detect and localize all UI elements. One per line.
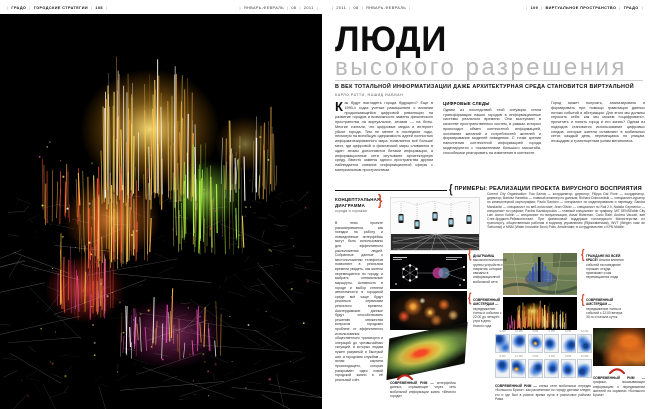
intro-column-2 [443, 101, 541, 187]
heatmap-tile-label: 6 PM [548, 330, 555, 333]
dropcap: К [335, 101, 343, 114]
orange-brace: { [468, 246, 472, 261]
heatmap-tile-image [561, 359, 576, 378]
heatmap-tile [528, 355, 543, 378]
heatmap-tile-label: 12 PM [515, 355, 523, 358]
orange-brace: { [581, 247, 585, 262]
intro-text-1: ак будут выглядеть города будущего? Еще в 1990-х годах ученые размышляли о влиянии продолжающейся цифровой революции на развитие городов и возможности замены физического пространства на виртуальное, атомов — на биты. Многие считали, что цифровые медиа и интернет убьют города. Тем не менее в последние годы, несмотря на всеобщую одержимость идеей полностью информатизированного мира, появляется всё больше мест, где цифровой и физический миры сливаются в один: атомы дополняются битами информации, а информационные сети опутывают архитектурную среду. Вместо замены одного пространства другим наблюдается слияние информационной сферы с материальным пространством. [335, 101, 433, 172]
caption-body [473, 254, 506, 284]
heatmap-tile-label: 9 PM [565, 330, 572, 333]
rome-heatmap-grid [495, 330, 592, 378]
page-number-right: 109 [530, 5, 539, 10]
concept-heading-text: КОНЦЕПТУАЛЬНАЯ ДИАГРАММА [335, 197, 381, 208]
runhead-right-page [325, 3, 650, 12]
separator: | [349, 5, 351, 10]
heatmap-tile-image [495, 334, 510, 353]
issue-year: 2011 [303, 5, 314, 10]
glow-yellow-2 [215, 116, 275, 172]
amsterdam-right-caption [581, 292, 627, 320]
heatmap-tile-label: 9 AM [499, 330, 506, 333]
heatmap-tile [561, 330, 576, 353]
intro-text-2: Одним из последствий этой ситуации стала трансформация наших городов в информационные системы реального времени. Они выступают в качестве пространственных систем, в рамках которых происходит обмен контекстной информацией, осознание желаний и потребностей жителей и формирование моделей поведения. С точки зрения наполнения контекстной информацией города моделируются с показателями большого масштаба, способными реагировать на изменения в контексте. [443, 107, 541, 155]
heatmap-tile [544, 330, 559, 353]
blue-node [439, 268, 450, 279]
magazine-name: ГРАДО [11, 5, 27, 10]
project-credits-text: Current City Organisation: Том Белов — координатор, директор; Filippo Dal Fiore — координатор, директор; Bartosz Hawelka — главный инженер по данным; Richard Dobrowolski — специалист-куратор по компьютерной картографии; Paolo Santoro — специалист по моделированию и переводу; Sandra Mandanici — специалист по веб-логистике; Jean Olivier — специалист по Rail 2.0; Natalia Ozymenko — специалист по графике; Pavlos Kazakopoulos — главный специалист по трафику; MIT SENSEable City Lab: Aaron Koblin — специалист по визуализации; Assaf Biderman, Carlo Ratti, Andrea Vaccari, ван Стее-бруджен-Рейкмонтстаал. При финансовой поддержке голландского Министерства по транспорту, общественным работам и водному управлению (Rijkswaterstaat), WVT (Wegen naar de Toekomst) и MNM (Water Innovatie Bron) Polis, Amsterdam; в сотрудничестве с KPN Mobile. [487, 192, 645, 230]
caption-body [586, 298, 627, 319]
orange-closing-brace: } [378, 193, 383, 209]
separator: | [239, 5, 241, 10]
heatmap-tile [577, 355, 592, 378]
heatmap-tile-label: 12 PM [515, 330, 523, 333]
caption-text: высокотехнологичной группы устройств и покрытия, которые связаны в информационной мобильной сети [473, 258, 507, 284]
heatmap-tile-image [511, 359, 526, 378]
caption-body [473, 298, 502, 328]
separator: | [105, 5, 108, 10]
separator: | [316, 5, 318, 10]
phones-network-diagram-image [390, 197, 480, 251]
digital-traces-heading: ЦИФРОВЫЕ СЛЕДЫ [443, 101, 490, 106]
page-right [325, 0, 650, 409]
network-slide-image [390, 254, 467, 289]
caption-text: схема сети мобильных передач «Большого Брата»: как рассеянные по городу датчики следят, кто и где был в разное время суток в различных районах Рима [495, 384, 592, 401]
concept-sidebar-text: В этом проекте рассматривается, как поездки на работу и повседневные интерфейсы могут быть использованы для эффективного расположения людей. Собранные данные о местоположении телефонов позволяют в реальном времени увидеть, как жители перемещаются по городу, и выбрать оптимальные маршруты. Активность в городе и выбор степени автономности в городской среде всё чаще будут решаться сервисами реального времени. Амстердамские данные будут способствовать решению множества вопросов городских проблем: от эффективного использования общественного транспорта и операций до чрезвычайных ситуаций, в которых людям нужен разумный и быстрый шаг, а городским службам — ясная картина происходящего, которая раскрывает идеи новой городской жизни и её реальный счёт. [335, 221, 383, 382]
caption-lead: ГРАЖДАНЕ ВО ВСЕЙ КРАСЕ! [586, 254, 621, 263]
deck-rule [335, 80, 643, 81]
separator: | [619, 5, 621, 10]
rome-right-caption [593, 376, 645, 397]
issue-number: 08 [291, 5, 297, 10]
red-arc-mark [609, 367, 625, 374]
heatmap-tile-image [511, 334, 526, 353]
heatmap-tile-label: 12 AM [580, 330, 589, 333]
separator: | [361, 5, 363, 10]
separator: | [287, 5, 289, 10]
heatmap-tile-label: 12 AM [580, 355, 589, 358]
crowd-caption [581, 247, 627, 280]
page-number-left: 108 [95, 5, 103, 10]
heatmap-tile [544, 355, 559, 378]
city-data-visualization-image [0, 14, 322, 409]
heatmap-tile [577, 330, 592, 353]
heatmap-tile-image [495, 359, 510, 378]
heatmap-tile [495, 355, 510, 378]
caption-text: интерфейсы данных, отражающие через сеть мобильной информации жизнь «Вечного города» [390, 381, 457, 398]
heatmap-tile-image [544, 359, 559, 378]
heatmap-tile-image [528, 334, 543, 353]
separator: | [641, 5, 643, 10]
tilted-heatmap-card-image [386, 322, 467, 380]
intro-text-3: Город может получать, анализировать и формировать при помощи гравитации данных потоки событий и абстракции. Для этого мы должны спросить себя: как мы можем «оцифровать», прочитать и понять город и его жизнь? Одним из подходов становится использование цифровых следов, которые жители оставляют в мобильных сетях каждый день, перемещаясь по улицам, площадям и транспортным узлам мегаполиса. [551, 101, 645, 144]
caption-text: передвижение толпы и событий с 22:00 вечера 30-го и начала суток [586, 306, 623, 320]
separator: | [541, 5, 543, 10]
opening-brace: { [449, 181, 453, 196]
caption-text: графики, показывающие информацию о передвижении жителей на окраинах «Большого Брата» [593, 380, 645, 398]
aerial-blue-bars-image [503, 253, 577, 295]
article-subtitle: высокого разрешения [335, 54, 627, 81]
heatmap-tile [528, 330, 543, 353]
rome-orange-map-image [593, 328, 645, 366]
separator: | [91, 5, 93, 10]
heatmap-tile-label: 3 PM [532, 330, 539, 333]
runhead-right-group [526, 6, 643, 10]
issue-month: ЯНВАРЬ-ФЕВРАЛЬ [365, 5, 407, 10]
heatmap-tile [511, 330, 526, 353]
fireworks-svg [503, 297, 577, 330]
diagram-caption [468, 246, 507, 284]
heatmap-tile-image [561, 334, 576, 353]
rome-left-caption [390, 381, 456, 398]
amsterdam-left-caption [468, 290, 502, 328]
caption-text: передвижение толпы и события с 22:00 до четырёх утра в день Нового года [473, 306, 502, 328]
heatmap-tile-image [577, 334, 592, 353]
heatmap-tile-image [544, 334, 559, 353]
separator: | [332, 5, 334, 10]
magazine-name: ГРАДО [623, 5, 639, 10]
caption-lead: СОВРЕМЕННЫЙ РИМ — [593, 376, 645, 380]
examples-section-title: ПРИМЕРЫ: РЕАЛИЗАЦИИ ПРОЕКТА ВИРУСНОГО ВОСПРИЯТИЯ [454, 186, 642, 192]
orange-brace: { [581, 292, 585, 307]
runhead-right-group [240, 6, 319, 10]
runhead-left-page [0, 3, 325, 12]
caption-lead: СОВРЕМЕННЫЙ АМСТЕРДАМ — [473, 298, 500, 307]
intro-column-3 [551, 101, 645, 187]
heatmap-tile-label: 9 AM [499, 355, 506, 358]
section-name: ГОРОДСКИЕ СТРАТЕГИИ [33, 5, 88, 10]
article-title: ЛЮДИ [335, 20, 447, 59]
article-authors: КАРЛО РАТТИ, НАШИД НАБИАН [335, 93, 404, 97]
concept-subheading: города и горожан [335, 209, 368, 214]
section-name: ВИРТУАЛЬНОЕ ПРОСТРАНСТВО [545, 5, 617, 10]
intro-column-1 [335, 101, 433, 187]
runhead-left-group [7, 6, 107, 10]
caption-lead: СОВРЕМЕННЫЙ АМСТЕРДАМ — [586, 298, 613, 307]
network-slide-svg [390, 254, 467, 289]
heatmap-tile-label: 3 PM [532, 355, 539, 358]
caption-text: Анализ влияния событий на поведение горожан: откуда приезжают и как перемещаются люди [586, 258, 624, 280]
amsterdam-fireworks-image [503, 297, 577, 330]
heatmap-tile-image [528, 359, 543, 378]
red-arc-mark [397, 373, 413, 380]
separator: | [299, 5, 301, 10]
heatmap-tile-label: 6 PM [548, 355, 555, 358]
heatmap-tile-image [577, 359, 592, 378]
separator: | [526, 5, 528, 10]
separator: | [29, 5, 31, 10]
issue-year: 2011 [336, 5, 347, 10]
article-deck: В ВЕК ТОТАЛЬНОЙ ИНФОРМАТИЗАЦИИ ДАЖЕ АРХИТЕКТУРНАЯ СРЕДА СТАНОВИТСЯ ВИРТУАЛЬНОЙ [335, 84, 634, 90]
rome-realtime-art [0, 14, 322, 409]
runhead-left-group [332, 6, 411, 10]
orange-brace: { [468, 290, 472, 305]
rome-grid-caption [495, 384, 591, 401]
aerial-svg [503, 253, 577, 295]
heatmap-tile [511, 355, 526, 378]
heatmap-tile-label: 9 PM [565, 355, 572, 358]
separator: | [7, 5, 9, 10]
issue-month: ЯНВАРЬ-ФЕВРАЛЬ [243, 5, 285, 10]
issue-number: 08 [353, 5, 359, 10]
heatmap-tile [495, 330, 510, 353]
concept-diagram-heading [335, 197, 383, 214]
phones-diagram-svg [391, 198, 480, 251]
separator: | [409, 5, 411, 10]
caption-lead: СОВРЕМЕННЫЙ РИМ — [390, 381, 434, 385]
caption-lead: ДИАГРАММА [473, 254, 495, 258]
heatmap-tile [561, 355, 576, 378]
section-rule [335, 190, 447, 191]
caption-lead: СОВРЕМЕННЫЙ РИМ — [495, 384, 537, 388]
caption-body [586, 254, 627, 280]
